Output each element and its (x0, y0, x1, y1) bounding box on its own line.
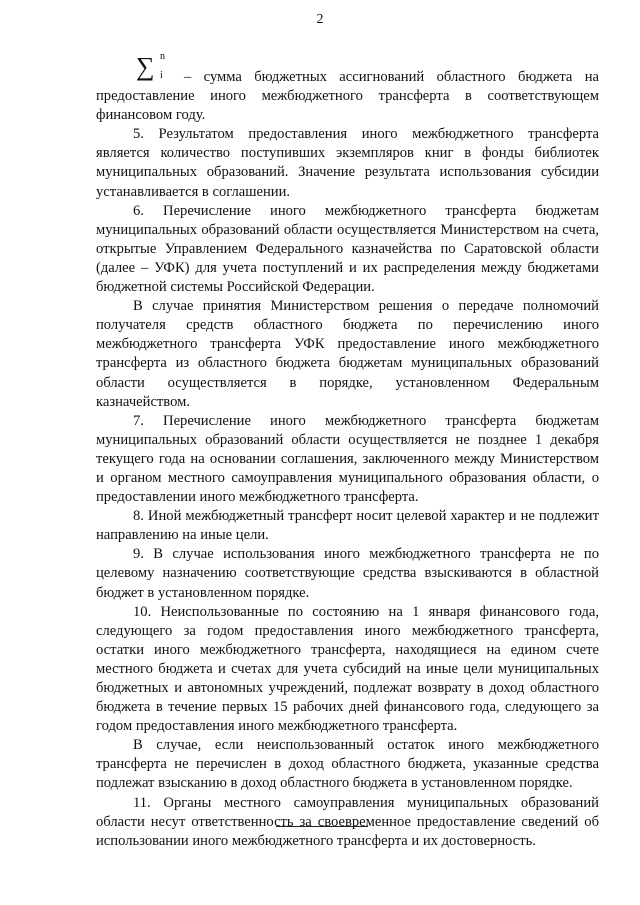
sum-superscript: n (160, 51, 165, 62)
closing-rule (276, 826, 368, 827)
paragraph-formula-definition (96, 51, 599, 125)
paragraph-5-result: 5. Результатом предоставления иного межбюджетного трансферта является количество поступивших экземпляров книг в фонды библиотек муниципальных образований. Значение результата использования субсидии устанавливается в соглашении. (96, 126, 599, 200)
paragraph-11-responsibility: 11. Органы местного самоуправления муниципальных образований области несут ответственность за своевременное предоставление сведений об использовании иного межбюджетного трансферта и их достоверность. (96, 794, 599, 849)
paragraph-9-misuse: 9. В случае использования иного межбюджетного трансферта не по целевому назначению соответствующие средства взыскиваются в областной бюджет в установленном порядке. (96, 546, 599, 601)
paragraph-10-recovery: В случае, если неиспользованный остаток иного межбюджетного трансферта не перечислен в доход областного бюджета, указанные средства подлежат взысканию в доход областного бюджета в установленном порядке. (96, 737, 599, 792)
sum-subscript: i (160, 70, 163, 81)
page-number: 2 (316, 12, 324, 27)
paragraph-7-deadline: 7. Перечисление иного межбюджетного трансферта бюджетам муниципальных образований области осуществляется не позднее 1 декабря текущего года на основании соглашения, заключенного между Министерством и органом местного самоуправления муниципального образования области, о предоставлении иного межбюджетного трансферта. (96, 412, 599, 506)
paragraph-text: – сумма бюджетных ассигнований областного бюджета на предоставление иного межбюджетного трансферта в соответствующем финансовом году. (96, 69, 599, 124)
paragraph-8-purpose: 8. Иной межбюджетный трансферт носит целевой характер и не подлежит направлению на иные цели. (96, 508, 599, 544)
sum-formula (136, 51, 178, 81)
paragraph-6-transfer: 6. Перечисление иного межбюджетного трансферта бюджетам муниципальных образований области осуществляется Министерством на счета, открытые Управлением Федерального казначейства по Саратовской области (далее – УФК) для учета поступлений и их распределения между бюджетами бюджетной системы Российской Федерации. (96, 202, 599, 296)
paragraph-10-unused: 10. Неиспользованные по состоянию на 1 января финансового года, следующего за годом предоставления иного межбюджетного трансферта, остатки иного межбюджетного трансферта, находящиеся на едином счете местного бюджета и счетах для учета субсидий на иные цели муниципальных бюджетных и автономных учреждений, подлежат возврату в доход областного бюджета в течение первых 15 рабочих дней финансового года, следующего за годом предоставления иного межбюджетного трансферта. (96, 603, 599, 735)
sum-symbol: ∑ (136, 52, 155, 81)
document-body (96, 51, 599, 851)
paragraph-6-delegation: В случае принятия Министерством решения о передаче полномочий получателя средств областного бюджета по перечислению иного межбюджетного трансферта УФК предоставление иного межбюджетного трансферта из областного бюджета бюджетам муниципальных образований области осуществляется в порядке, установленном Федеральным казначейством. (96, 298, 599, 410)
